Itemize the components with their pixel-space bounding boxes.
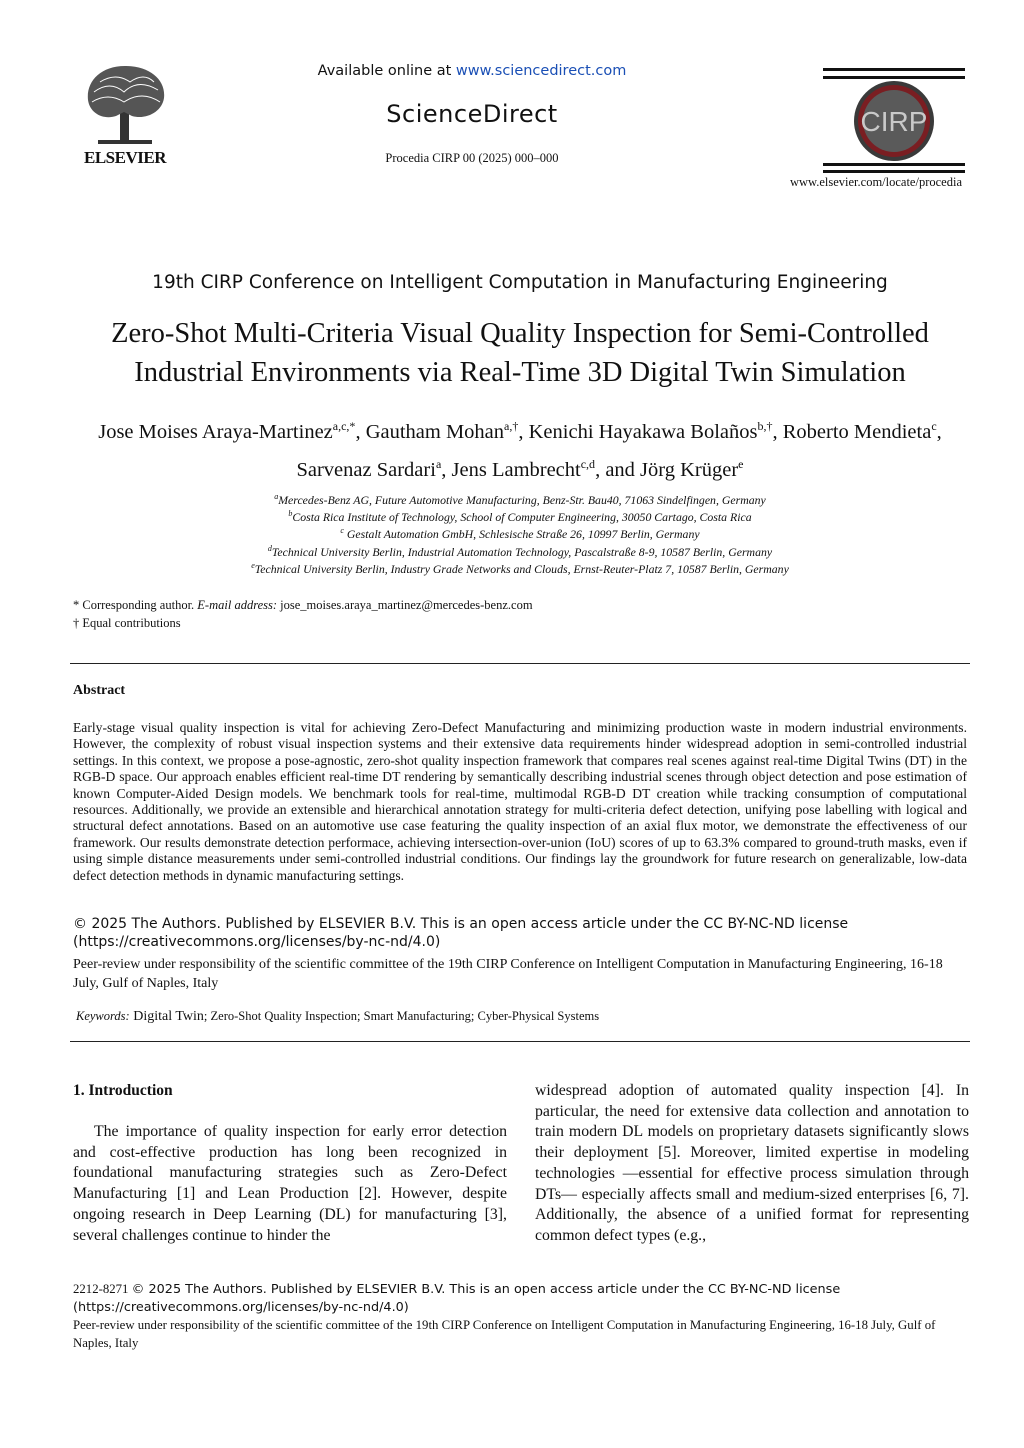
author-list [60, 410, 980, 486]
corresponding-note [73, 596, 533, 614]
peer-review-statement: Peer-review under responsibility of the scientific committee of the 19th CIRP Conference on Intelligent Computation in Manufacturing Engineering, 16-18 July, Gulf of Naples, Italy [73, 957, 943, 991]
affiliation-text: Technical University Berlin, Industry Grade Networks and Clouds, Ernst-Reuter-Platz 7, 10587 Berlin, Germany [254, 561, 789, 576]
sciencedirect-link[interactable]: www.sciencedirect.com [455, 63, 627, 79]
affiliation [0, 524, 1024, 541]
author-affiliation-mark: a,c,* [332, 419, 356, 433]
available-prefix: Available online at [317, 63, 456, 79]
body-column-right: widespread adoption of automated quality inspection [4]. In particular, the need for extensive data collection and annotation to train modern DL models on proprietary datasets significantly slows their deployment [5]. Moreover, limited expertise in modeling technologies —essential for effective process simulation through DTs— especially affects small and medium-sized enterprises [6, 7]. Additionally, the absence of a unified format for representing common defect types (e.g., [535, 1082, 969, 1244]
title-line-1: Zero-Shot Multi-Criteria Visual Quality Inspection for Semi-Controlled [111, 318, 929, 349]
author-separator: , [355, 420, 366, 443]
author-notes [73, 596, 533, 632]
divider-top [70, 663, 970, 664]
author-name: Gautham Mohan [365, 420, 505, 443]
equal-contributions-note: † Equal contributions [73, 616, 181, 630]
author-name: Jens Lambrecht [451, 458, 581, 481]
affiliation-mark: c [340, 526, 344, 536]
affiliation-text: Costa Rica Institute of Technology, School of Computer Engineering, 30050 Cartago, Costa Rica [292, 510, 752, 525]
elsevier-wordmark: ELSEVIER [84, 148, 166, 167]
author-separator: , [518, 420, 529, 443]
author-affiliation-mark: a [435, 456, 442, 471]
author-name: Sarvenaz Sardari [296, 458, 436, 481]
license-statement [73, 915, 963, 951]
cirp-logo-text: CIRP [860, 106, 928, 137]
divider-bottom [70, 1041, 970, 1042]
keyword-first: Digital Twin [129, 1009, 204, 1024]
issn: 2212-8271 [73, 1282, 132, 1296]
cirp-logo [823, 68, 965, 174]
author-affiliation-mark: e [738, 456, 744, 471]
license-line-2[interactable]: (https://creativecommons.org/licenses/by-nc-nd/4.0) [73, 934, 441, 950]
author-name: Jose Moises Araya-Martinez [98, 420, 333, 443]
affiliation [0, 490, 1024, 507]
affiliation-text: Technical University Berlin, Industrial Automation Technology, Pascalstraße 8-9, 10587 Berlin, Germany [271, 544, 773, 559]
author-name: Kenichi Hayakawa Bolaños [528, 420, 758, 443]
section-heading-introduction: 1. Introduction [73, 1082, 173, 1099]
license-line-1: © 2025 The Authors. Published by ELSEVIER B.V. This is an open access article under the CC BY-NC-ND license [73, 916, 849, 932]
paper-title [40, 314, 1000, 392]
keywords-label: Keywords: [76, 1009, 130, 1023]
keywords [76, 1009, 599, 1025]
affiliation [0, 559, 1024, 576]
elsevier-url: www.elsevier.com/locate/procedia [789, 175, 962, 189]
corresponding-label: * Corresponding author. [73, 598, 198, 612]
affiliation-list [0, 490, 1024, 576]
abstract-heading: Abstract [73, 683, 126, 698]
footer-license-line-1: © 2025 The Authors. Published by ELSEVIER B.V. This is an open access article under the CC BY-NC-ND license [131, 1282, 841, 1297]
body-column-left: The importance of quality inspection for early error detection and cost-effective production has long been recognized in foundational manufacturing strategies such as Zero-Defect Manufacturing [1] and Lean Production [2]. However, despite ongoing research in Deep Learning (DL) for manufacturing [3], several challenges continue to hinder the [73, 1123, 507, 1244]
author-affiliation-mark: c [931, 419, 937, 433]
affiliation-text: Gestalt Automation GmbH, Schlesische Straße 26, 10997 Berlin, Germany [343, 527, 700, 542]
footer-license-line-2[interactable]: (https://creativecommons.org/licenses/by-nc-nd/4.0) [73, 1299, 409, 1315]
affiliation [0, 507, 1024, 524]
keywords-rest: ; Zero-Shot Quality Inspection; Smart Manufacturing; Cyber-Physical Systems [203, 1009, 600, 1023]
affiliation-mark: e [251, 560, 255, 570]
email-label: E-mail address: [197, 598, 278, 612]
conference-name: 19th CIRP Conference on Intelligent Computation in Manufacturing Engineering [152, 272, 888, 293]
title-line-2: Industrial Environments via Real-Time 3D Digital Twin Simulation [134, 357, 906, 388]
email-address[interactable]: jose_moises.araya_martinez@mercedes-benz.com [277, 598, 533, 612]
author-separator: , [441, 458, 452, 481]
sciencedirect-title: ScienceDirect [386, 100, 558, 128]
author-separator: , [772, 420, 783, 443]
author-affiliation-mark: c,d [580, 456, 596, 471]
affiliation-mark: d [267, 543, 272, 553]
journal-citation: Procedia CIRP 00 (2025) 000–000 [385, 151, 559, 165]
author-name: Jörg Krüger [640, 458, 739, 481]
affiliation-mark: a [274, 492, 279, 501]
author-separator: , and [595, 458, 641, 481]
affiliation-text: Mercedes-Benz AG, Future Automotive Manufacturing, Benz-Str. Bau40, 71063 Sindelfingen, Germany [278, 492, 766, 507]
footer-peer-review: Peer-review under responsibility of the scientific committee of the 19th CIRP Conference on Intelligent Computation in Manufacturing Engineering, 16-18 July, Gulf of Naples, Italy [73, 1318, 936, 1350]
author-affiliation-mark: a,† [504, 419, 519, 433]
author-name: Roberto Mendieta [782, 420, 932, 443]
affiliation-mark: b [288, 509, 293, 519]
author-separator: , [936, 420, 942, 443]
author-affiliation-mark: b,† [757, 419, 773, 433]
affiliation [0, 542, 1024, 559]
footer-license [73, 1281, 973, 1316]
abstract-text: Early-stage visual quality inspection is vital for achieving Zero-Defect Manufacturing and minimizing production waste in modern industrial environments. However, the complexity of robust visual inspection systems and their extensive data requirements hinder widespread adoption in semi-controlled industrial settings. In this context, we propose a pose-agnostic, zero-shot quality inspection framework that compares real scenes against real-time Digital Twins (DT) in the RGB-D space. Our approach enables efficient real-time DT rendering by semantically describing industrial scenes through object detection and pose estimation of known Computer-Aided Design models. We benchmark tools for real-time, multimodal RGB-D DT creation while tracking consumption of computational resources. Additionally, we provide an extensible and hierarchical annotation strategy for multi-criteria defect detection, unifying pose labelling with logical and structural defect annotations. Based on an automotive use case featuring the quality inspection of an axial flux motor, we demonstrate the effectiveness of our framework. Our results demonstrate detection performace, achieving intersection-over-union (IoU) scores of up to 63.3% compared to ground-truth masks, even if using simple distance measurements under semi-controlled industrial conditions. Our findings lay the groundwork for future research on generalizable, low-data defect detection methods in dynamic manufacturing settings. [73, 720, 967, 883]
